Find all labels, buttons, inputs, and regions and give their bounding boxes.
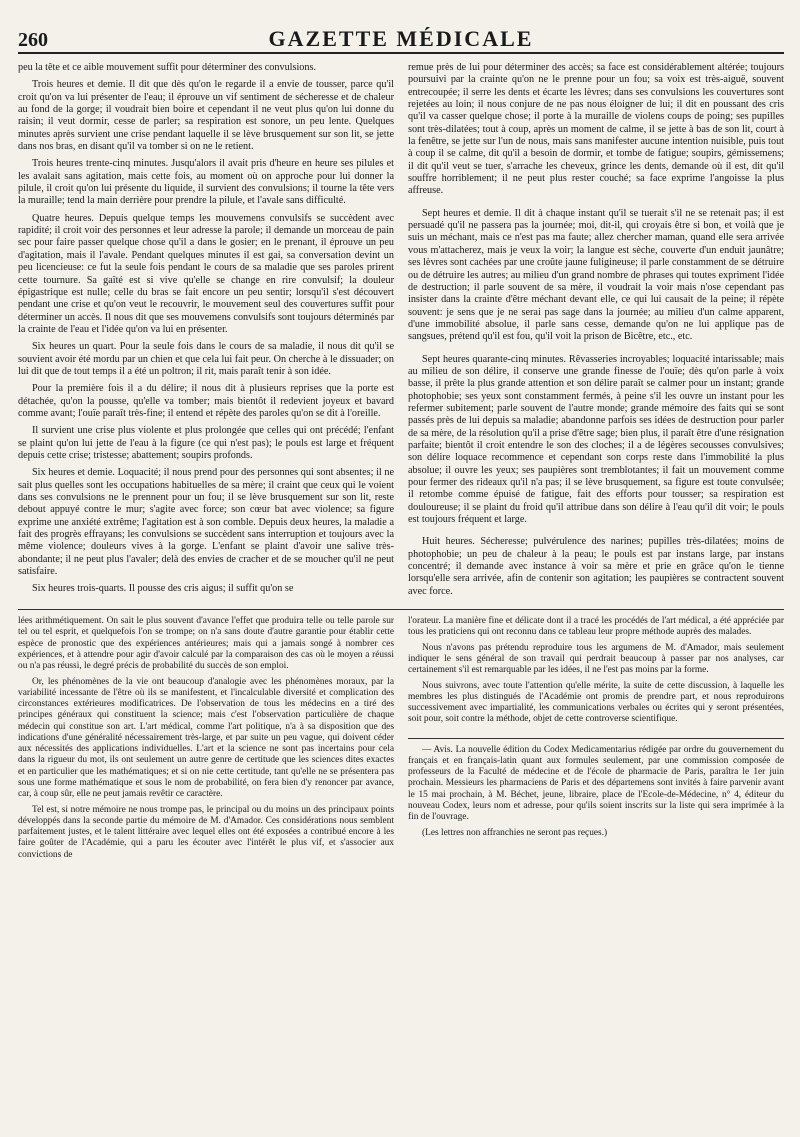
- upper-columns: [18, 62, 784, 603]
- paragraph: Nous n'avons pas prétendu reproduire tous les argumens de M. d'Amador, mais seulement indiquer le sens général de son travail qui perdrait beaucoup à passer par nos analyses, car certainement s'il est remarquable par les idées, il ne l'est pas moins par la forme.: [408, 642, 784, 676]
- paragraph: peu la tête et ce aible mouvement suffit pour déterminer des convulsions.: [18, 62, 316, 73]
- paragraph: Il survient une crise plus violente et plus prolongée que celles qui ont précédé; l'enfant se plaint qu'on lui jette de l'eau à la figure (ce qui n'est pas); le pouls est large et fréquent depuis cette crise; tristesse; abattement; soupirs profonds.: [18, 425, 394, 461]
- paragraph: Sept heures quarante-cinq minutes. Rêvasseries incroyables; loquacité intarissable; mais au milieu de son délire, il conserve une grande finesse de l'ouïe; dès qu'on parle à voix basse, il prête la plus grande attention et son délire paraît se calmer pour un instant; grande photophobie; ses yeux sont constamment fermés, à peine s'il les ouvre un instant pour les refermer subitement; parle souvent de l'autre monde; grande mémoire des faits qui se sont passés près de lui depuis sa maladie; abandonne parfois ses idées de destruction pour parler de sa mère, de la résolution qu'il a prise d'être sage; bien plus, il paraît être d'une résignation parfaite; bientôt il croit entendre le son des cloches; il a de légères secousses convulsives; son délire loquace recommence et cependant son corps reste dans l'immobilité la plus absolue; il ouvre les yeux; ses paupières sont tremblotantes; il fait un mouvement comme pour fermer des rideaux qu'il n'a pas; il se lève brusquement, sa figure est toute convulsée; il retombe comme épuisé de fatigue, fait des efforts pour tousser; sa respiration est douloureuse; il se plaint du froid qu'il attribue dans son délire à l'eau qu'il dit voir; le pouls est toujours fréquent et large.: [408, 353, 784, 526]
- left-lower-column: [18, 616, 394, 865]
- paragraph: Or, les phénomènes de la vie ont beaucoup d'analogie avec les phénomènes moraux, par la variabilité incessante de l'être où ils se manifestent, et l'incalculable diversité et complication des circonstances extérieures modificatrices. De l'observation de tous les médecins en a tiré des principes généraux qui constituent la science; mais c'est l'observation particulière de chaque médecin qui constitue son art. L'art médical, comme l'art politique, n'a à sa disposition que des indications d'une généralité nécessairement très-large, et par suite un peu vague, qui doivent céder aux nécessités des applications individuelles. L'art et la science ne sont pas incertains pour cela dans la rigueur du mot, ils ont seulement un autre genre de certitude que les sciences dites exactes et en particulier que les mathématiques; et si on nie cette certitude, tant qu'elle ne se présentera pas sous une forme mathématique et sous le nom de probabilité, on fera bien d'y renoncer par avance, car, à coup sûr, elle ne peut jamais revêtir ce caractère.: [18, 676, 394, 800]
- paragraph: Trois heures trente-cinq minutes. Jusqu'alors il avait pris d'heure en heure ses pilules et les avalait sans agitation, mais cette fois, au moment où on approche pour lui donner la pilule, il croit qu'on lui présente du liquide, il survient des convulsions; il tourne la tête vers la muraille; tend la main derrière pour prendre la pilule, et l'avale sans difficulté.: [18, 158, 394, 207]
- paragraph: Pour la première fois il a du délire; il nous dit à plusieurs reprises que la porte est détachée, qu'on la pousse, qu'elle va tomber; mais bientôt il redevient joyeux et bavard comme avant; l'ouïe paraît très-fine; il entend et répète des paroles qu'on se dit à l'oreille.: [18, 383, 394, 419]
- paragraph: Sept heures et demie. Il dit à chaque instant qu'il se tuerait s'il ne se retenait pas; il est persuadé qu'il ne passera pas la journée; moi, dit-il, qui croyais être si bon, et voilà que je suis un méchant, mais ce n'est pas ma faute; allez chercher maman, quand elle sera arrivée vous m'attacherez, mais je veux la voir; la langue est sèche, couverte d'un enduit jaunâtre; ses lèvres sont cachées par une croûte jaune fuligineuse; il parle constamment de se détruire ou de détruire les autres; au milieu d'un grand nombre de phrases qui toutes expriment l'idée de destruction; il parle souvent de sa mère, il voudrait la voir mais n'ose cependant pas insister dans la crainte d'être méchant devant elle, ce qui lui causait de la peine; il répète souvent: je sens que je ne serai pas sage dans la journée; au milieu d'un calme apparent, d'une immobilité absolue, il parle sans cesse, demande qu'on ne lui applique pas de sangsues, prétend qu'il est fou, qu'il voit la prison de Bicêtre, etc., etc.: [408, 207, 784, 343]
- paragraph: lées arithmétiquement. On sait le plus souvent d'avance l'effet que produira telle ou telle parole sur tel ou tel esprit, et quelquefois l'on se trompe; on n'a sans doute d'autre garantie pour établir cette espèce de pronostic que des expériences antérieures; mais qui a jamais songé à nombrer ces expériences, et à attendre pour agir d'avoir calculé par la comparaison des cas où le moyen a réussi ou n'a pas réussi, le degré précis de probabilité du succès de son emploi.: [18, 616, 394, 672]
- paragraph: Six heures trois-quarts. Il pousse des cris aigus; il suffit qu'on se: [32, 583, 294, 595]
- section-divider: [18, 609, 784, 610]
- paragraph: — Avis. La nouvelle édition du Codex Medicamentarius rédigée par ordre du gouvernement du français et en français-latin quant aux formules seulement, par une commission composée de professeurs de la Faculté de médecine et de l'école de pharmacie de Paris, paraîtra le 1er juin prochain. Messieurs les pharmaciens de Paris et des départemens sont invités à faire parvenir avant le 15 mai prochain, à M. Béchet, jeune, libraire, place de l'Ecole-de-Médecine, n° 4, éditeur du nouveau Codex, leurs nom et adresse, pour qu'ils soient inscrits sur la liste qui sera imprimée à la fin de l'ouvrage.: [408, 738, 784, 824]
- paragraph: l'orateur. La manière fine et délicate dont il a tracé les procédés de l'art médical, a été appréciée par tous les praticiens qui ont reconnu dans ce tableau leur propre méthode auprès des malades.: [408, 616, 784, 638]
- page-number: 260: [18, 29, 48, 51]
- paragraph: remue près de lui pour déterminer des accès; sa face est considérablement altérée; toujours poursuivi par la crainte qu'on ne le prenne pour un fou; sa voix est très-aiguë, souvent entrecoupée; il serre les dents et écarte les lèvres; dans ses convulsions les couvertures sont rejetées au loin; il nous conjure de ne pas nous éloigner de lui; il dit en poussant des cris qu'il va casser quelque chose; il porte à la muraille de violens coups de poing; ses pupilles sont très-dilatées; tout à coup, après un moment de calme, il se jette à bas de son lit, court à la fenêtre, se jette sur l'un de nous, mais sans manifester aucune intention nuisible, puis tout à coup il se calme, dit qu'il a besoin de dormir, et tombe de fatigue; soupirs, gémissemens; il dit qu'il veut se tuer, s'arrache les cheveux, grince les dents, demande où il est, dit qu'il souffre horriblement; il ne peut plus rester couché; sa face exprime l'angoisse la plus affreuse.: [408, 62, 784, 197]
- masthead-title: GAZETTE MÉDICALE: [268, 26, 534, 51]
- paragraph: Quatre heures. Depuis quelque temps les mouvemens convulsifs se succèdent avec rapidité; il croit voir des personnes et leur adresse la parole; il demande un morceau de pain sec pour faire passer quelque chose qu'il a dans le gosier; en le prenant, il éprouve un peu d'agitation, mais il l'avale. Pendant quelques minutes il est gai, sa conversation devint un peu licencieuse: ce fut la seule fois pendant le cours de sa maladie que ses paroles prirent cette tournure. Sa gaîté est si vive qu'elle se change en rire convulsif; la douleur épigastrique est nulle; celle du bras se fait encore un peu sentir; lorsqu'il s'est découvert pendant une crise et qu'on veut le recouvrir, le mouvement seul des couvertures suffit pour déterminer un accès. Il nous dit que ses mouvemens convulsifs sont toujours déterminés par la crainte de l'eau et l'idée qu'on va lui en présenter.: [18, 212, 394, 335]
- paragraph: Nous suivrons, avec toute l'attention qu'elle mérite, la suite de cette discussion, à laquelle les membres les plus distingués de l'Académie ont promis de prendre part, et nous reproduirons successivement avec impartialité, les communications verbales ou écrites qui y seront présentées, soit pour, soit contre la méthode, objet de cette controverse scientifique.: [408, 680, 784, 725]
- paragraph: Trois heures et demie. Il dit que dès qu'on le regarde il a envie de tousser, parce qu'il croit qu'on va lui présenter de l'eau; il éprouve un vif sentiment de sécheresse et de chaleur au fond de la gorge; il voudrait bien boire et cependant il ne veut plus qu'on lui donne du raisin; il veut dormir, cesse de parler; sa respiration est sonore, un peu lente. Quelques minutes après survient une crise pendant laquelle il se lève brusquement sur son lit, se jette dans nos bras, en disant qu'il va tomber si on ne le retient.: [18, 79, 394, 153]
- lower-columns: [18, 616, 784, 865]
- paragraph: Six heures et demie. Loquacité; il nous prend pour des personnes qui sont absentes; il ne sait plus quelles sont les occupations habituelles de sa mère; il craint que ceux qui le voient dans ses convulsions ne le prennent pour un fou; il se lève brusquement sur son lit, reste debout appuyé contre le mur; s'agite avec force; son cœur bat avec violence; sa figure exprime une anxiété extrême; l'agitation est à son comble. Depuis deux heures, la maladie a fait des progrès effrayans; les convulsions se succèdent sans interruption et toujours avec la même violence; douleurs vives à la gorge. L'enfant se plaint d'avoir une salive très-abondante; il ne peut plus l'avaler; delà des envies de cracher et de se moucher qu'il ne peut satisfaire.: [18, 467, 394, 578]
- left-column: [18, 62, 394, 603]
- paragraph: Huit heures. Sécheresse; pulvérulence des narines; pupilles très-dilatées; moins de photophobie; un peu de chaleur à la peau; le pouls est par instans large, par instans concentré; il demande avec instance à voir sa mère et prie en grâce qu'on le tienne lorsqu'elle sera arrivée, afin de contenir son agitation; les paupières se contractent souvent avec force.: [408, 536, 784, 597]
- page-header: [18, 10, 784, 54]
- right-lower-column: [408, 616, 784, 865]
- right-column: [408, 62, 784, 603]
- paragraph: Six heures un quart. Pour la seule fois dans le cours de sa maladie, il nous dit qu'il se souvient avoir été mordu par un chien et que cela lui fait peur. On cherche à le dissuader; on lui dit que de tout temps il a été un poltron; il rit, mais paraît tenir à son idée.: [18, 341, 394, 377]
- paragraph: (Les lettres non affranchies ne seront pas reçues.): [422, 827, 608, 838]
- paragraph: Tel est, si notre mémoire ne nous trompe pas, le principal ou du moins un des principaux points développés dans la seconde partie du mémoire de M. d'Amador. Ces considérations nous semblent parfaitement justes, et le talent littéraire avec lequel elles ont été exposées a contribué encore à les faire goûter de l'Académie, qui a paru les écouter avec l'intérêt le plus vif, et s'associer aux convictions de: [18, 804, 394, 860]
